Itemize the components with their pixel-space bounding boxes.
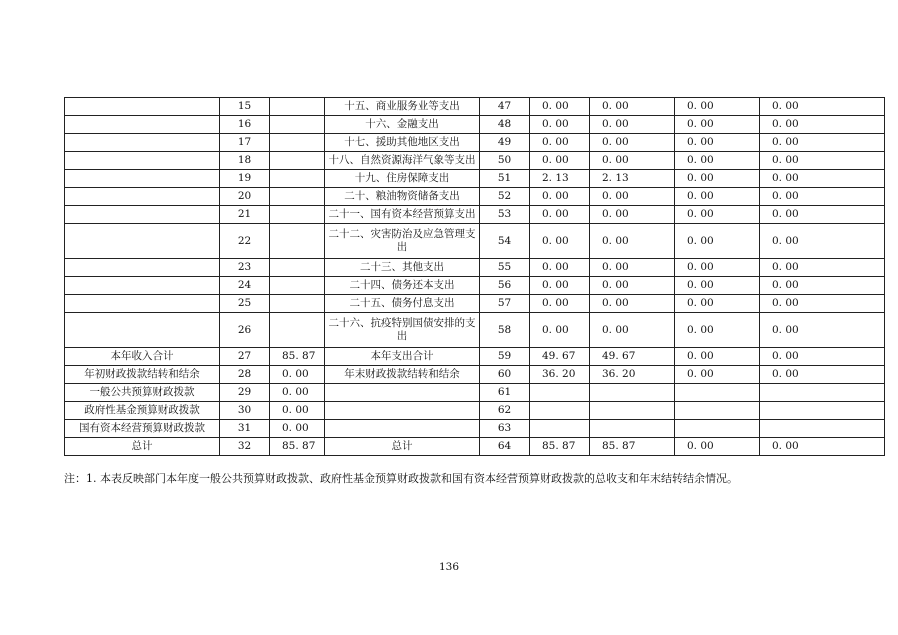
income-amount-cell	[270, 152, 325, 170]
income-item-cell: 本年收入合计	[65, 348, 220, 366]
expense-general-budget-cell: 0. 00	[590, 295, 675, 313]
expense-state-capital-cell: 0. 00	[760, 206, 885, 224]
expense-state-capital-cell: 0. 00	[760, 116, 885, 134]
income-item-cell	[65, 152, 220, 170]
income-amount-cell	[270, 259, 325, 277]
income-row-number-cell: 17	[220, 134, 270, 152]
income-item-cell	[65, 224, 220, 259]
expense-row-number-cell: 56	[480, 277, 530, 295]
expense-fund-budget-cell: 0. 00	[675, 438, 760, 456]
income-row-number-cell: 26	[220, 313, 270, 348]
expense-fund-budget-cell: 0. 00	[675, 98, 760, 116]
income-amount-cell	[270, 170, 325, 188]
expense-row-number-cell: 64	[480, 438, 530, 456]
expense-item-cell: 十九、住房保障支出	[325, 170, 480, 188]
expense-general-budget-cell: 49. 67	[590, 348, 675, 366]
page-number: 136	[438, 561, 460, 573]
income-item-cell	[65, 313, 220, 348]
expense-item-cell: 二十六、抗疫特别国债安排的支出	[325, 313, 480, 348]
expense-total-cell: 0. 00	[530, 313, 590, 348]
table-row	[65, 313, 885, 348]
expense-row-number-cell: 61	[480, 384, 530, 402]
income-item-cell	[65, 116, 220, 134]
income-row-number-cell: 16	[220, 116, 270, 134]
expense-item-cell: 本年支出合计	[325, 348, 480, 366]
expense-state-capital-cell: 0. 00	[760, 295, 885, 313]
income-item-cell: 国有资本经营预算财政拨款	[65, 420, 220, 438]
income-amount-cell: 0. 00	[270, 366, 325, 384]
expense-fund-budget-cell: 0. 00	[675, 134, 760, 152]
table-row	[65, 224, 885, 259]
expense-item-cell: 二十三、其他支出	[325, 259, 480, 277]
expense-fund-budget-cell	[675, 420, 760, 438]
income-row-number-cell: 31	[220, 420, 270, 438]
expense-state-capital-cell: 0. 00	[760, 438, 885, 456]
income-amount-cell	[270, 206, 325, 224]
expense-row-number-cell: 48	[480, 116, 530, 134]
expense-state-capital-cell: 0. 00	[760, 134, 885, 152]
expense-total-cell: 85. 87	[530, 438, 590, 456]
expense-row-number-cell: 59	[480, 348, 530, 366]
expense-general-budget-cell: 0. 00	[590, 313, 675, 348]
income-row-number-cell: 15	[220, 98, 270, 116]
expense-row-number-cell: 53	[480, 206, 530, 224]
expense-total-cell: 36. 20	[530, 366, 590, 384]
table-row	[65, 348, 885, 366]
expense-general-budget-cell: 0. 00	[590, 277, 675, 295]
expense-item-cell	[325, 384, 480, 402]
expense-item-cell: 十八、自然资源海洋气象等支出	[325, 152, 480, 170]
expense-row-number-cell: 50	[480, 152, 530, 170]
expense-total-cell: 2. 13	[530, 170, 590, 188]
income-row-number-cell: 32	[220, 438, 270, 456]
income-amount-cell	[270, 134, 325, 152]
expense-general-budget-cell: 0. 00	[590, 134, 675, 152]
income-item-cell	[65, 188, 220, 206]
expense-row-number-cell: 52	[480, 188, 530, 206]
table-row	[65, 188, 885, 206]
expense-general-budget-cell: 0. 00	[590, 188, 675, 206]
expense-fund-budget-cell: 0. 00	[675, 170, 760, 188]
expense-total-cell: 0. 00	[530, 295, 590, 313]
expense-total-cell: 0. 00	[530, 134, 590, 152]
expense-state-capital-cell: 0. 00	[760, 366, 885, 384]
expense-fund-budget-cell: 0. 00	[675, 224, 760, 259]
expense-state-capital-cell: 0. 00	[760, 348, 885, 366]
income-row-number-cell: 30	[220, 402, 270, 420]
income-amount-cell	[270, 188, 325, 206]
table-row	[65, 402, 885, 420]
income-item-cell	[65, 206, 220, 224]
expense-general-budget-cell	[590, 420, 675, 438]
expense-item-cell: 二十二、灾害防治及应急管理支出	[325, 224, 480, 259]
expense-state-capital-cell	[760, 384, 885, 402]
table-row	[65, 134, 885, 152]
expense-general-budget-cell: 0. 00	[590, 224, 675, 259]
income-row-number-cell: 25	[220, 295, 270, 313]
expense-total-cell: 0. 00	[530, 224, 590, 259]
budget-table	[64, 97, 885, 456]
income-item-cell	[65, 98, 220, 116]
expense-total-cell: 0. 00	[530, 277, 590, 295]
table-row	[65, 152, 885, 170]
income-row-number-cell: 20	[220, 188, 270, 206]
expense-fund-budget-cell: 0. 00	[675, 277, 760, 295]
income-amount-cell	[270, 295, 325, 313]
income-amount-cell	[270, 98, 325, 116]
income-item-cell	[65, 134, 220, 152]
expense-general-budget-cell: 36. 20	[590, 366, 675, 384]
expense-item-cell: 二十四、债务还本支出	[325, 277, 480, 295]
expense-row-number-cell: 54	[480, 224, 530, 259]
expense-total-cell: 0. 00	[530, 259, 590, 277]
income-row-number-cell: 22	[220, 224, 270, 259]
expense-item-cell: 十七、援助其他地区支出	[325, 134, 480, 152]
income-row-number-cell: 29	[220, 384, 270, 402]
income-amount-cell: 0. 00	[270, 384, 325, 402]
expense-general-budget-cell: 0. 00	[590, 98, 675, 116]
table-row	[65, 259, 885, 277]
expense-fund-budget-cell: 0. 00	[675, 366, 760, 384]
table-row	[65, 420, 885, 438]
income-amount-cell: 85. 87	[270, 348, 325, 366]
expense-item-cell	[325, 420, 480, 438]
table-row	[65, 206, 885, 224]
table-row	[65, 170, 885, 188]
expense-fund-budget-cell: 0. 00	[675, 152, 760, 170]
table-row	[65, 438, 885, 456]
expense-row-number-cell: 55	[480, 259, 530, 277]
expense-row-number-cell: 63	[480, 420, 530, 438]
expense-item-cell: 年末财政拨款结转和结余	[325, 366, 480, 384]
expense-state-capital-cell	[760, 402, 885, 420]
expense-item-cell: 总计	[325, 438, 480, 456]
expense-row-number-cell: 49	[480, 134, 530, 152]
expense-fund-budget-cell	[675, 384, 760, 402]
income-item-cell: 年初财政拨款结转和结余	[65, 366, 220, 384]
expense-fund-budget-cell: 0. 00	[675, 295, 760, 313]
expense-general-budget-cell	[590, 402, 675, 420]
income-item-cell: 政府性基金预算财政拨款	[65, 402, 220, 420]
income-item-cell: 总计	[65, 438, 220, 456]
expense-general-budget-cell: 0. 00	[590, 116, 675, 134]
expense-general-budget-cell: 2. 13	[590, 170, 675, 188]
table-row	[65, 98, 885, 116]
income-amount-cell: 85. 87	[270, 438, 325, 456]
table-row	[65, 384, 885, 402]
expense-general-budget-cell: 0. 00	[590, 152, 675, 170]
income-amount-cell: 0. 00	[270, 420, 325, 438]
expense-fund-budget-cell: 0. 00	[675, 188, 760, 206]
income-amount-cell	[270, 313, 325, 348]
income-item-cell: 一般公共预算财政拨款	[65, 384, 220, 402]
income-item-cell	[65, 277, 220, 295]
expense-state-capital-cell: 0. 00	[760, 152, 885, 170]
table-row	[65, 366, 885, 384]
expense-row-number-cell: 47	[480, 98, 530, 116]
expense-item-cell: 二十一、国有资本经营预算支出	[325, 206, 480, 224]
table-row	[65, 277, 885, 295]
income-row-number-cell: 27	[220, 348, 270, 366]
income-amount-cell: 0. 00	[270, 402, 325, 420]
expense-general-budget-cell: 0. 00	[590, 206, 675, 224]
expense-total-cell	[530, 402, 590, 420]
expense-item-cell: 十五、商业服务业等支出	[325, 98, 480, 116]
income-row-number-cell: 21	[220, 206, 270, 224]
expense-state-capital-cell: 0. 00	[760, 224, 885, 259]
expense-total-cell	[530, 420, 590, 438]
expense-item-cell: 十六、金融支出	[325, 116, 480, 134]
expense-fund-budget-cell: 0. 00	[675, 313, 760, 348]
income-amount-cell	[270, 116, 325, 134]
expense-row-number-cell: 62	[480, 402, 530, 420]
expense-row-number-cell: 51	[480, 170, 530, 188]
expense-general-budget-cell: 85. 87	[590, 438, 675, 456]
expense-fund-budget-cell: 0. 00	[675, 259, 760, 277]
expense-row-number-cell: 58	[480, 313, 530, 348]
expense-total-cell: 0. 00	[530, 98, 590, 116]
expense-state-capital-cell	[760, 420, 885, 438]
expense-total-cell	[530, 384, 590, 402]
expense-total-cell: 49. 67	[530, 348, 590, 366]
income-item-cell	[65, 295, 220, 313]
income-item-cell	[65, 259, 220, 277]
income-row-number-cell: 18	[220, 152, 270, 170]
table-row	[65, 295, 885, 313]
income-amount-cell	[270, 224, 325, 259]
expense-state-capital-cell: 0. 00	[760, 259, 885, 277]
expense-total-cell: 0. 00	[530, 206, 590, 224]
expense-state-capital-cell: 0. 00	[760, 170, 885, 188]
expense-fund-budget-cell	[675, 402, 760, 420]
expense-fund-budget-cell: 0. 00	[675, 206, 760, 224]
expense-fund-budget-cell: 0. 00	[675, 348, 760, 366]
expense-fund-budget-cell: 0. 00	[675, 116, 760, 134]
expense-item-cell	[325, 402, 480, 420]
expense-total-cell: 0. 00	[530, 188, 590, 206]
income-row-number-cell: 24	[220, 277, 270, 295]
expense-general-budget-cell	[590, 384, 675, 402]
expense-state-capital-cell: 0. 00	[760, 277, 885, 295]
expense-general-budget-cell: 0. 00	[590, 259, 675, 277]
expense-item-cell: 二十、粮油物资储备支出	[325, 188, 480, 206]
table-note: 注：1. 本表反映部门本年度一般公共预算财政拨款、政府性基金预算财政拨款和国有资本经营预算财政拨款的总收支和年末结转结余情况。	[64, 472, 738, 485]
expense-state-capital-cell: 0. 00	[760, 313, 885, 348]
expense-row-number-cell: 60	[480, 366, 530, 384]
expense-item-cell: 二十五、债务付息支出	[325, 295, 480, 313]
expense-state-capital-cell: 0. 00	[760, 188, 885, 206]
income-item-cell	[65, 170, 220, 188]
income-row-number-cell: 19	[220, 170, 270, 188]
income-row-number-cell: 28	[220, 366, 270, 384]
income-row-number-cell: 23	[220, 259, 270, 277]
expense-total-cell: 0. 00	[530, 116, 590, 134]
table-row	[65, 116, 885, 134]
expense-state-capital-cell: 0. 00	[760, 98, 885, 116]
income-amount-cell	[270, 277, 325, 295]
expense-total-cell: 0. 00	[530, 152, 590, 170]
expense-row-number-cell: 57	[480, 295, 530, 313]
